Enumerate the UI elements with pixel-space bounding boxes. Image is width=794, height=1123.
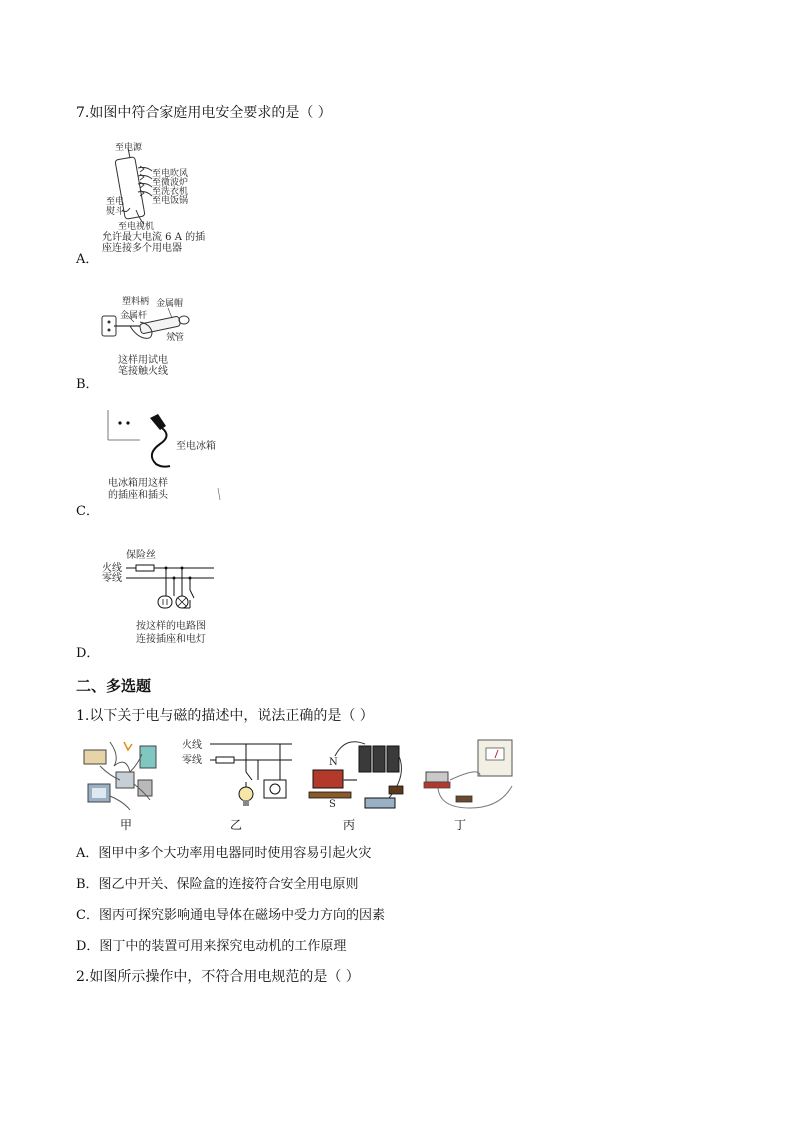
label-washer: 至洗衣机 [152,187,189,197]
option-a-letter[interactable]: A． [76,252,99,267]
induction-experiment-illustration [420,736,520,816]
label-plastic: 塑料柄 [122,297,150,307]
overloaded-outlet-illustration [80,736,170,816]
label-power: 至电源 [115,143,143,153]
caption-d-1: 按这样的电路图 [136,621,206,632]
caption-b-1: 这样用试电 [118,355,168,366]
figure-ding-label: 丁 [454,818,467,832]
question-1-option-b[interactable]: B．图乙中开关、保险盒的连接符合安全用电原则 [76,877,359,892]
figure-bing-label: 丙 [343,818,356,832]
figure-bing-pole-s: S [329,799,336,810]
label-tv: 至电视机 [118,222,155,232]
figure-yi-neutral-label: 零线 [182,755,202,766]
option-b-letter[interactable]: B． [76,377,99,392]
label-fridge: 至电冰箱 [176,441,216,452]
figure-bing [305,736,409,830]
figure-ding [420,736,520,830]
question-2-stem: 2.如图所示操作中，不符合用电规范的是（ ） [76,969,360,985]
question-7-stem: 7.如图中符合家庭用电安全要求的是（ ） [76,105,332,121]
caption-a-2: 座连接多个用电器 [102,243,182,254]
caption-a-1: 允许最大电流 6 A 的插 [102,232,206,243]
label-microwave: 至微波炉 [152,178,189,188]
label-iron-1: 至电 [106,197,125,207]
label-metal-rod: 金属杆 [120,311,148,321]
figure-yi-label: 乙 [230,818,243,832]
question-1-stem: 1.以下关于电与磁的描述中，说法正确的是（ ） [76,708,374,724]
caption-d-2: 连接插座和电灯 [136,634,206,645]
label-iron-2: 熨斗 [106,207,125,217]
option-c-figure [100,408,226,504]
label-fuse: 保险丝 [126,550,156,561]
option-c-letter[interactable]: C． [76,504,99,519]
figure-yi [180,736,296,830]
option-b-figure [100,292,210,380]
caption-c-2: 的插座和插头 [108,490,168,501]
label-neutral: 零线 [102,573,122,584]
figure-jia [80,736,170,830]
figure-yi-live-label: 火线 [182,740,202,751]
question-1-option-d[interactable]: D．图丁中的装置可用来探究电动机的工作原理 [76,939,347,954]
label-live: 火线 [102,563,122,574]
caption-c-1: 电冰箱用这样 [108,478,168,489]
caption-b-2: 笔接触火线 [118,366,168,377]
label-neon: 氖管 [166,333,185,343]
question-1-option-c[interactable]: C．图丙可探究影响通电导体在磁场中受力方向的因素 [76,908,385,923]
label-cooker: 至电饭锅 [152,196,189,206]
label-metal-cap: 金属帽 [156,299,184,309]
option-d-letter[interactable]: D． [76,646,100,661]
figure-bing-pole-n: N [329,757,338,768]
option-a-figure [100,138,210,253]
figure-jia-label: 甲 [120,818,133,832]
option-d-figure [100,548,224,648]
magnet-experiment-illustration [305,736,409,816]
label-dryer: 至电吹风 [152,169,189,179]
section-title: 二、多选题 [76,677,152,695]
question-1-option-a[interactable]: A．图甲中多个大功率用电器同时使用容易引起火灾 [76,846,372,861]
